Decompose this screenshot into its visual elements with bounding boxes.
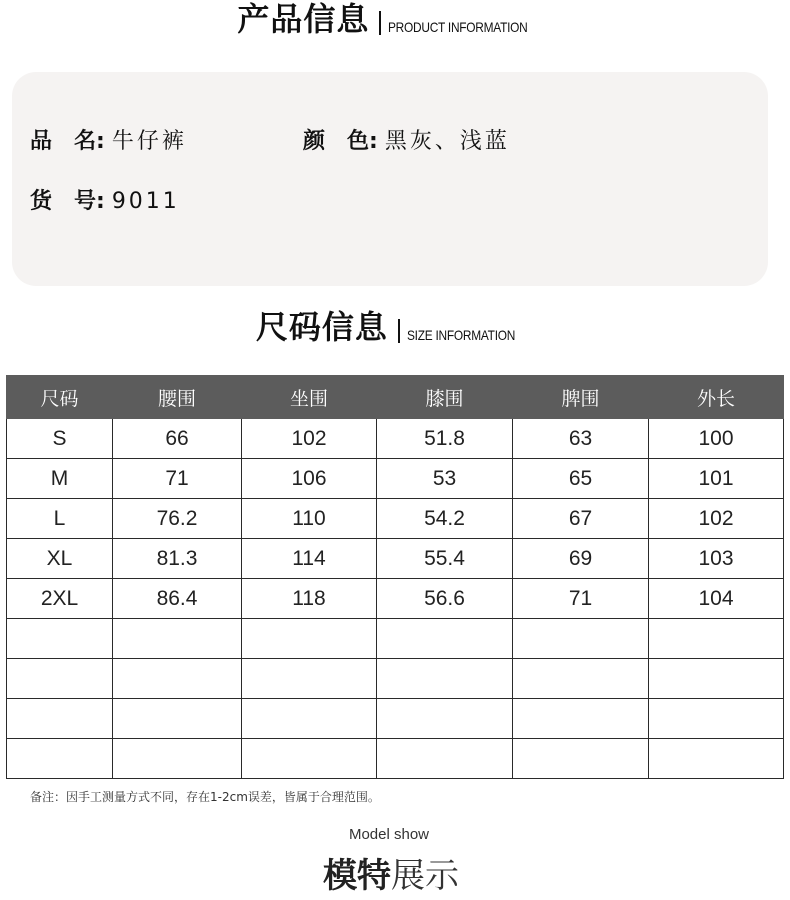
product-color-value: 黑灰、浅蓝 xyxy=(384,129,510,154)
table-cell xyxy=(513,619,649,659)
table-cell: 53 xyxy=(377,459,513,499)
table-cell: 100 xyxy=(649,419,784,459)
table-cell xyxy=(242,699,377,739)
table-cell: 54.2 xyxy=(377,499,513,539)
table-row xyxy=(7,739,784,779)
header-size: 尺码 xyxy=(7,376,113,419)
table-cell: 69 xyxy=(513,539,649,579)
table-cell: 102 xyxy=(649,499,784,539)
table-cell: 63 xyxy=(513,419,649,459)
table-cell: S xyxy=(7,419,113,459)
table-cell xyxy=(377,659,513,699)
table-cell: 67 xyxy=(513,499,649,539)
table-row xyxy=(7,659,784,699)
table-cell xyxy=(377,699,513,739)
table-cell xyxy=(242,659,377,699)
header-knee: 膝围 xyxy=(377,376,513,419)
header-thigh: 脾围 xyxy=(513,376,649,419)
table-cell xyxy=(377,739,513,779)
table-cell xyxy=(513,739,649,779)
table-cell xyxy=(513,659,649,699)
header-hip: 坐围 xyxy=(242,376,377,419)
table-cell: 71 xyxy=(113,459,242,499)
table-cell xyxy=(513,699,649,739)
table-cell xyxy=(113,659,242,699)
table-cell: 66 xyxy=(113,419,242,459)
size-info-title xyxy=(0,308,790,348)
product-name-value: 牛仔裤 xyxy=(111,129,187,154)
table-cell: 55.4 xyxy=(377,539,513,579)
product-sku-label: 货 号: xyxy=(30,189,105,214)
product-info-title-cn: 产品信息 xyxy=(237,0,370,38)
size-table-header-row xyxy=(7,376,784,419)
size-info-title-en: SIZE INFORMATION xyxy=(406,327,516,343)
table-cell: M xyxy=(7,459,113,499)
table-cell: 2XL xyxy=(7,579,113,619)
table-cell xyxy=(113,619,242,659)
table-cell: 71 xyxy=(513,579,649,619)
title-divider xyxy=(379,11,381,35)
table-row xyxy=(7,419,784,459)
table-cell: 110 xyxy=(242,499,377,539)
table-cell: 56.6 xyxy=(377,579,513,619)
product-name-label: 品 名: xyxy=(30,129,105,154)
product-color-label: 颜 色: xyxy=(303,129,378,154)
header-length: 外长 xyxy=(649,376,784,419)
table-cell: 86.4 xyxy=(113,579,242,619)
table-cell xyxy=(242,739,377,779)
table-cell: 106 xyxy=(242,459,377,499)
table-cell: 101 xyxy=(649,459,784,499)
table-cell: 118 xyxy=(242,579,377,619)
table-row xyxy=(7,499,784,539)
table-cell xyxy=(649,619,784,659)
model-show-title-cn xyxy=(0,848,782,897)
size-info-title-cn: 尺码信息 xyxy=(255,308,388,346)
model-show-title-bold: 模特 xyxy=(323,856,391,896)
title-divider xyxy=(398,319,400,343)
model-show-title-en: Model show xyxy=(348,826,430,843)
table-cell: L xyxy=(7,499,113,539)
table-row xyxy=(7,699,784,739)
table-cell: 81.3 xyxy=(113,539,242,579)
table-cell xyxy=(7,699,113,739)
table-cell: 65 xyxy=(513,459,649,499)
table-row xyxy=(7,539,784,579)
table-cell xyxy=(7,739,113,779)
product-info-title xyxy=(0,0,790,40)
product-color-row xyxy=(303,124,510,155)
table-cell: 102 xyxy=(242,419,377,459)
table-cell: 104 xyxy=(649,579,784,619)
size-table xyxy=(6,375,784,779)
table-row xyxy=(7,579,784,619)
product-info-box xyxy=(12,72,768,286)
table-row xyxy=(7,459,784,499)
product-name-row xyxy=(30,124,187,155)
table-cell xyxy=(242,619,377,659)
table-cell xyxy=(649,699,784,739)
measurement-note: 备注：因手工测量方式不同，存在1-2cm误差，皆属于合理范围。 xyxy=(30,790,380,804)
product-sku-value: 9011 xyxy=(111,189,180,214)
header-waist: 腰围 xyxy=(113,376,242,419)
table-cell xyxy=(649,739,784,779)
table-cell xyxy=(7,659,113,699)
table-cell xyxy=(377,619,513,659)
table-cell xyxy=(7,619,113,659)
product-sku-row xyxy=(30,184,180,215)
table-cell xyxy=(649,659,784,699)
table-cell xyxy=(113,739,242,779)
table-cell xyxy=(113,699,242,739)
table-row xyxy=(7,619,784,659)
table-cell: 114 xyxy=(242,539,377,579)
table-cell: 51.8 xyxy=(377,419,513,459)
table-cell: 76.2 xyxy=(113,499,242,539)
product-info-title-en: PRODUCT INFORMATION xyxy=(388,19,528,35)
table-cell: 103 xyxy=(649,539,784,579)
model-show-title-light: 展示 xyxy=(391,856,459,896)
table-cell: XL xyxy=(7,539,113,579)
